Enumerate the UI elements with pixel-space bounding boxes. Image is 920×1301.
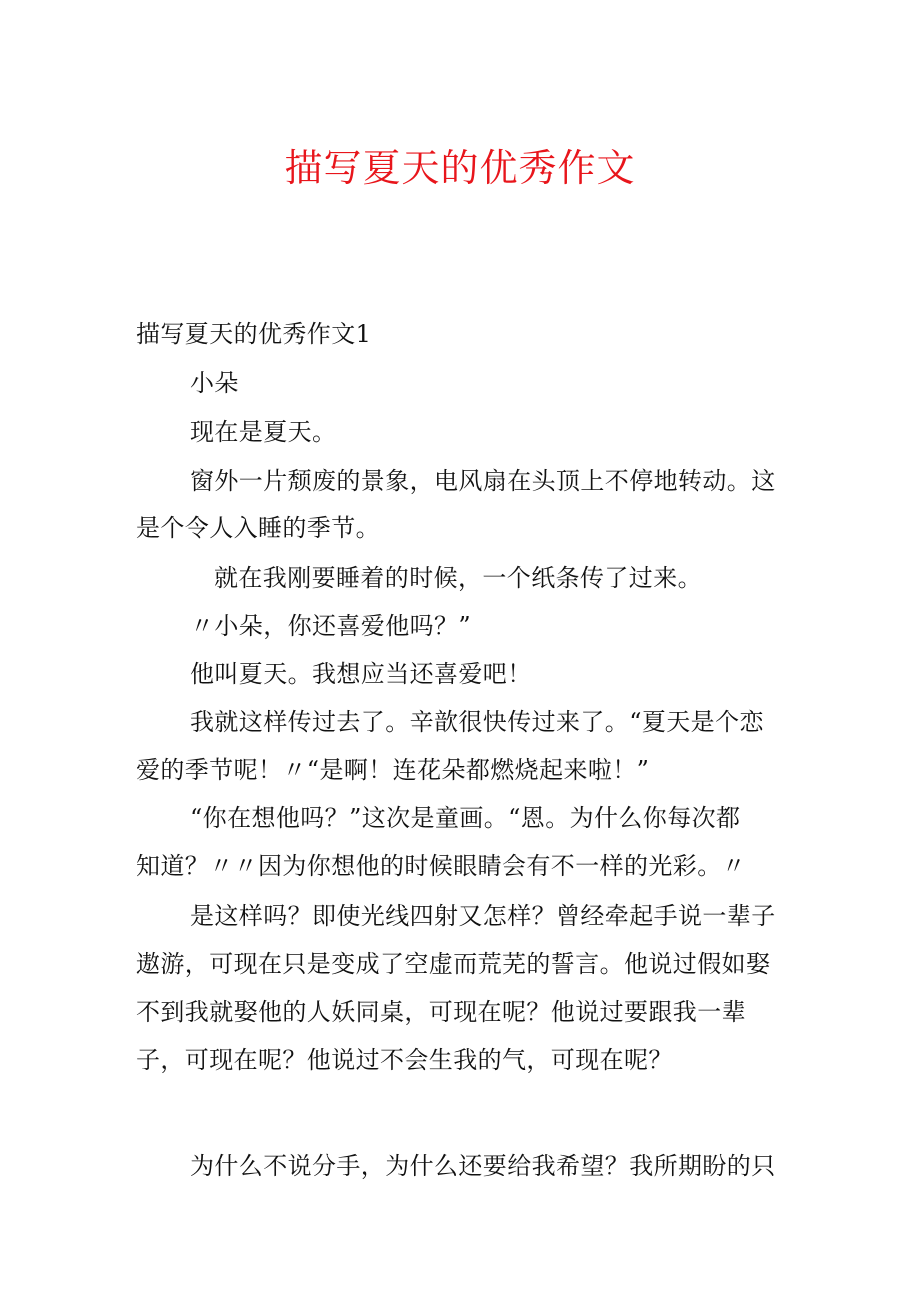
paragraph-line: 遨游，可现在只是变成了空虚而荒芜的誓言。他说过假如娶 <box>136 950 771 978</box>
paragraph-line: 为什么不说分手，为什么还要给我希望？我所期盼的只 <box>190 1152 776 1180</box>
paragraph-line: 〃小朵，你还喜爱他吗？” <box>190 612 472 640</box>
paragraph-line: 就在我刚要睡着的时候，一个纸条传了过来。 <box>214 564 702 592</box>
paragraph-line: 不到我就娶他的人妖同桌，可现在呢？他说过要跟我一辈 <box>136 998 746 1026</box>
paragraph-line: 他叫夏天。我想应当还喜爱吧！ <box>190 660 532 688</box>
paragraph-line: 我就这样传过去了。辛歆很快传过来了。“夏天是个恋 <box>190 708 764 736</box>
paragraph-line: “你在想他吗？”这次是童画。“恩。为什么你每次都 <box>190 804 741 832</box>
paragraph-line: 窗外一片颓废的景象，电风扇在头顶上不停地转动。这 <box>190 467 776 495</box>
paragraph-line: 知道？〃〃因为你想他的时候眼睛会有不一样的光彩。〃 <box>136 852 746 880</box>
paragraph-line: 是个令人入睡的季节。 <box>136 514 380 542</box>
author-line: 小朵 <box>190 369 239 397</box>
paragraph-line: 现在是夏天。 <box>190 418 337 446</box>
paragraph-line: 爱的季节呢！〃“是啊！连花朵都燃烧起来啦！” <box>136 756 650 784</box>
document-title: 描写夏天的优秀作文 <box>284 146 636 190</box>
paragraph-line: 子，可现在呢？他说过不会生我的气，可现在呢？ <box>136 1046 673 1074</box>
paragraph-line: 是这样吗？即使光线四射又怎样？曾经牵起手说一辈子 <box>190 902 776 930</box>
section-heading: 描写夏天的优秀作文1 <box>136 320 372 348</box>
